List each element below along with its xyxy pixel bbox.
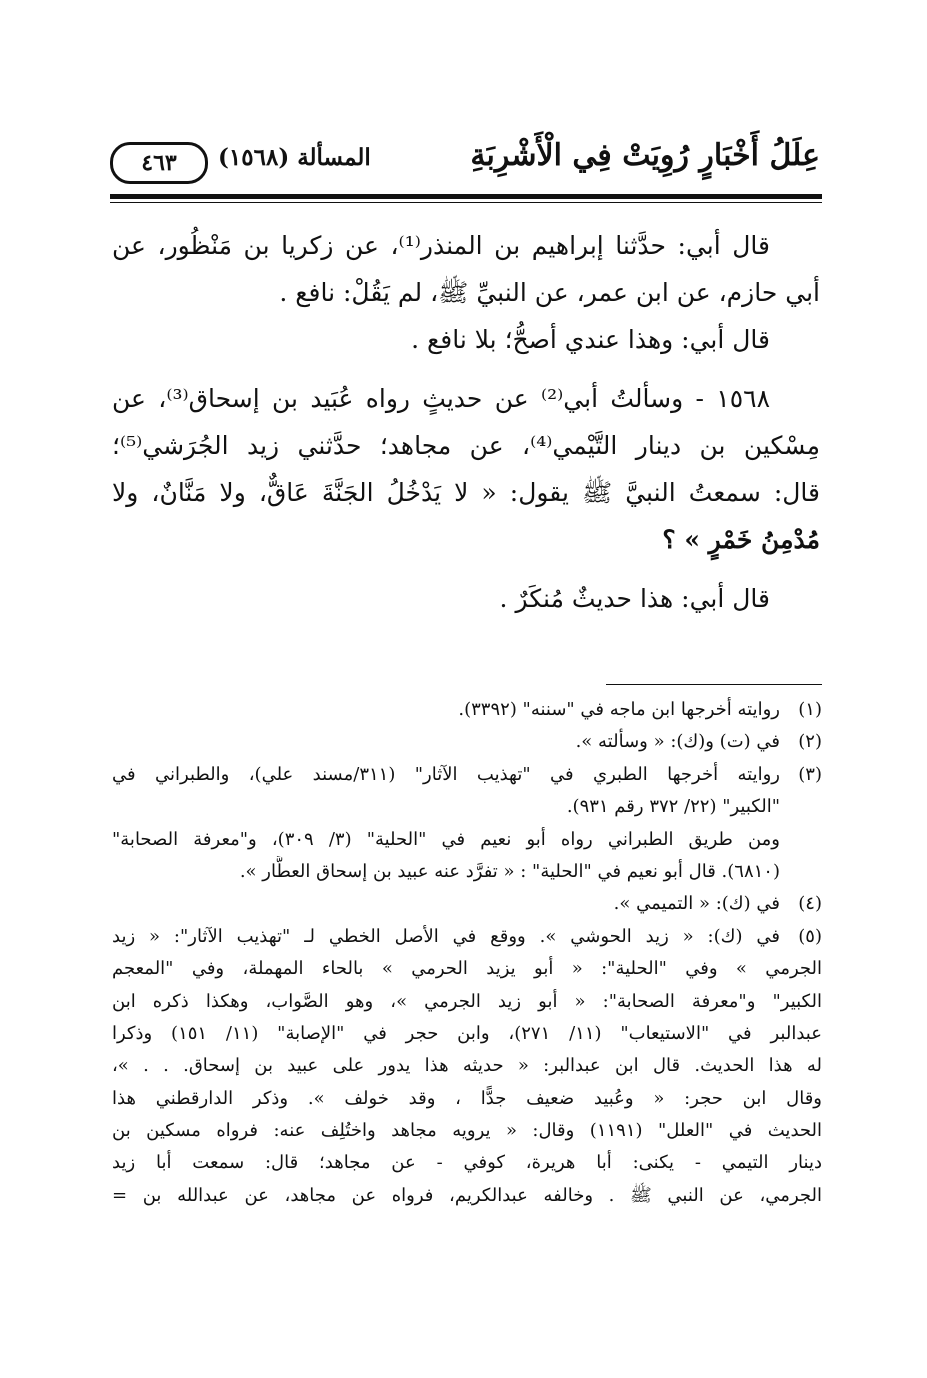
hadith-text-line: مُدْمِنُ خَمْرٍ » ؟ [662, 525, 820, 554]
footnote-text: له هذا الحديث. قال ابن عبدالبر: « حديثه هذا يدور على عبيد بن إسحاق. . . »، [112, 1055, 822, 1077]
text-line: قال أبي: وهذا عندي أصحُّ؛ بلا نافع . [411, 325, 770, 354]
footnote-text: ومن طريق الطبراني رواه أبو نعيم في "الحلية" (٣/ ٣٠٩)، و"معرفة الصحابة" [112, 828, 780, 850]
footnote-text: "الكبير" (٢٢/ ٣٧٢ رقم ٩٣١). [566, 796, 780, 818]
running-header [110, 130, 820, 190]
footnote-number: (٤) [798, 893, 822, 915]
footnote-number: (٥) [798, 925, 822, 947]
footnote-text: الجرمي » وفي "الحلية": « أبو يزيد الحرمي » بالحاء المهملة، وفي "المعجم [112, 958, 822, 980]
footnote-text: دينار التيمي - يكنى: أبا هريرة، كوفي - عن مجاهد؛ قال: سمعت أبا زيد [112, 1152, 822, 1174]
footnote-number: (١) [798, 699, 822, 720]
footnote-number: (٢) [798, 731, 822, 753]
masala-label: المسألة (١٥٦٨) [218, 144, 371, 171]
footnote-text: روايته أخرجها الطبري في "تهذيب الآثار" (٣١١/مسند علي)، والطبراني في [112, 763, 780, 785]
page-number: ٤٦٣ [110, 142, 208, 184]
header-rule-thick [110, 194, 822, 199]
footnote-4 [112, 888, 822, 920]
footnote-5 [112, 921, 822, 953]
main-text [112, 222, 820, 622]
question-number-line: ١٥٦٨ - وسألتُ أبي⁽²⁾ عن حديثٍ رواه عُبَيد بن إسحاق⁽³⁾، عن [112, 384, 770, 413]
footnote-text: الجرمي، عن النبي ﷺ . وخالفه عبدالكريم، فرواه عن مجاهد، عن عبدالله بن = [112, 1184, 822, 1206]
footnotes [112, 694, 822, 1212]
text-line: مِسْكين بن دينار التَّيْمي⁽⁴⁾، عن مجاهد؛ حدَّثني زيد الجُرَشي⁽⁵⁾؛ [112, 431, 820, 460]
header-rule-thin [110, 202, 822, 203]
footnote-text: في (ت) و(ك): « وسألته ». [575, 731, 780, 753]
footnote-text: عبدالبر في "الاستيعاب" (١١/ ٢٧١)، وابن حجر في "الإصابة" (١١/ ١٥١) وذكرا [112, 1022, 822, 1044]
book-title: عِلَلُ أَخْبَارٍ رُوِيَتْ فِي الْأَشْرِبَةِ [470, 138, 820, 173]
footnote-text: وقال ابن حجر: « وعُبيد ضعيف جدًّا ، وقد خولف ». وذكر الدارقطني هذا [112, 1087, 822, 1109]
footnote-text: روايته أخرجها ابن ماجه في "سننه" (٣٣٩٢). [458, 699, 780, 720]
text-line: أبي حازم، عن ابن عمر، عن النبيِّ ﷺ، لم يَقُلْ: نافع . [279, 278, 820, 307]
footnote-1 [112, 694, 822, 726]
footnote-text: الكبير" و"معرفة الصحابة": « أبو زيد الجرمي »، وهو الصَّواب، وهكذا ذكره ابن [112, 990, 822, 1012]
footnote-3 [112, 759, 822, 791]
text-line: قال أبي: حدَّثنا إبراهيم بن المنذر⁽¹⁾، عن زكريا بن مَنْظُور، عن [112, 231, 770, 260]
footnote-text: في (ك): « زيد الحوشي ». ووقع في الأصل الخطي لـ "تهذيب الآثار": « زيد [112, 925, 780, 947]
footnote-text: (٦٨١٠). قال أبو نعيم في "الحلية" : « تفرَّد عنه عبيد بن إسحاق العطَّار ». [239, 860, 780, 882]
footnote-text: في (ك): « التميمي ». [613, 893, 780, 915]
footnote-number: (٣) [798, 763, 822, 785]
footnote-separator [606, 684, 822, 685]
footnote-2 [112, 726, 822, 758]
text-line: قال أبي: هذا حديثٌ مُنكَرٌ . [499, 584, 770, 613]
hadith-text-line: قال: سمعتُ النبيَّ ﷺ يقول: « لا يَدْخُلُ الجَنَّةَ عَاقٌّ، ولا مَنَّانٌ، ولا [112, 478, 820, 507]
footnote-text: الحديث في "العلل" (١١٩١) وقال: « يرويه مجاهد واختُلِف عنه: فرواه مسكين بن [112, 1120, 822, 1142]
